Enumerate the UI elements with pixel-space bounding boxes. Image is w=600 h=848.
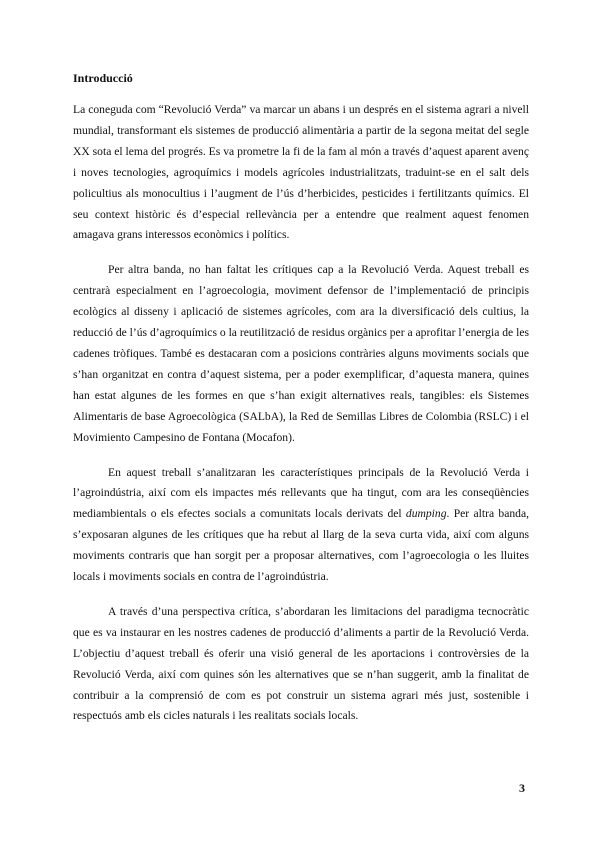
section-heading: Introducció <box>73 71 133 85</box>
paragraph-2: Per altra banda, no han faltat les crítiques cap a la Revolució Verda. Aquest treball es centrarà especialment en l’agroecologia, moviment defensor de l’implementació de principis ecològics al disseny i aplicació de sistemes agrícoles, com ara la diversificació dels cultius, la reducció de l’ús d’agroquímics o la reutilització de residus orgànics per a aprofitar l’energia de les cadenes tròfiques. També es destacaran com a posicions contràries alguns moviments socials que s’han organitzat en contra d’aquest sistema, per a poder exemplificar, d’aquesta manera, quines han estat algunes de les formes en que s’han exigit alternatives reals, tangibles: els Sistemes Alimentaris de base Agroecològica (SALbA), la Red de Semillas Libres de Colombia (RSLC) i el Movimiento Campesino de Fontana (Mocafon). <box>73 263 529 444</box>
paragraph-4: A través d’una perspectiva crítica, s’abordaran les limitacions del paradigma tecnocràtic que es va instaurar en les nostres cadenes de producció d’aliments a partir de la Revolució Verda. L’objectiu d’aquest treball és oferir una visió general de les aportacions i controvèrsies de la Revolució Verda, així com quines són les alternatives que se n’han suggerit, amb la finalitat de contribuir a la comprensió de com es pot construir un sistema agrari més just, sostenible i respectuós amb els cicles naturals i les realitats socials locals. <box>73 604 529 723</box>
page-number: 3 <box>519 781 525 795</box>
page-content <box>73 70 529 741</box>
paragraph-1: La coneguda com “Revolució Verda” va marcar un abans i un després en el sistema agrari a nivell mundial, transformant els sistemes de producció alimentària a partir de la segona meitat del segle XX sota el lema del progrés. Es va prometre la fi de la fam al món a través d’aquest aparent avenç i noves tecnologies, agroquímics i models agrícoles industrialitzats, traduint-se en el salt dels policultius als monocultius i l’augment de l’ús d’herbicides, pesticides i fertilitzants químics. El seu context històric és d’especial rellevància per a entendre que realment aquest fenomen amagava grans interessos econòmics i polítics. <box>73 103 529 242</box>
paragraph-3-emphasis: dumping <box>405 507 447 521</box>
paragraph-3-text-before: En aquest treball s’analitzaran les característiques principals de la Revolució Verda i l’agroindústria, així com els impactes més rellevants que ha tingut, com ara les conseqüències mediambientals o els efectes socials a comunitats locals derivats del <box>73 465 529 521</box>
paragraph-3 <box>73 463 529 588</box>
paragraph-3-text-after: . Per altra banda, s’exposaran algunes de les crítiques que ha rebut al llarg de la seva curta vida, així com alguns moviments contraris que han sorgit per a proposar alternatives, com l’agroecologia o les lluites locals i moviments socials en contra de l’agroindústria. <box>73 507 529 584</box>
